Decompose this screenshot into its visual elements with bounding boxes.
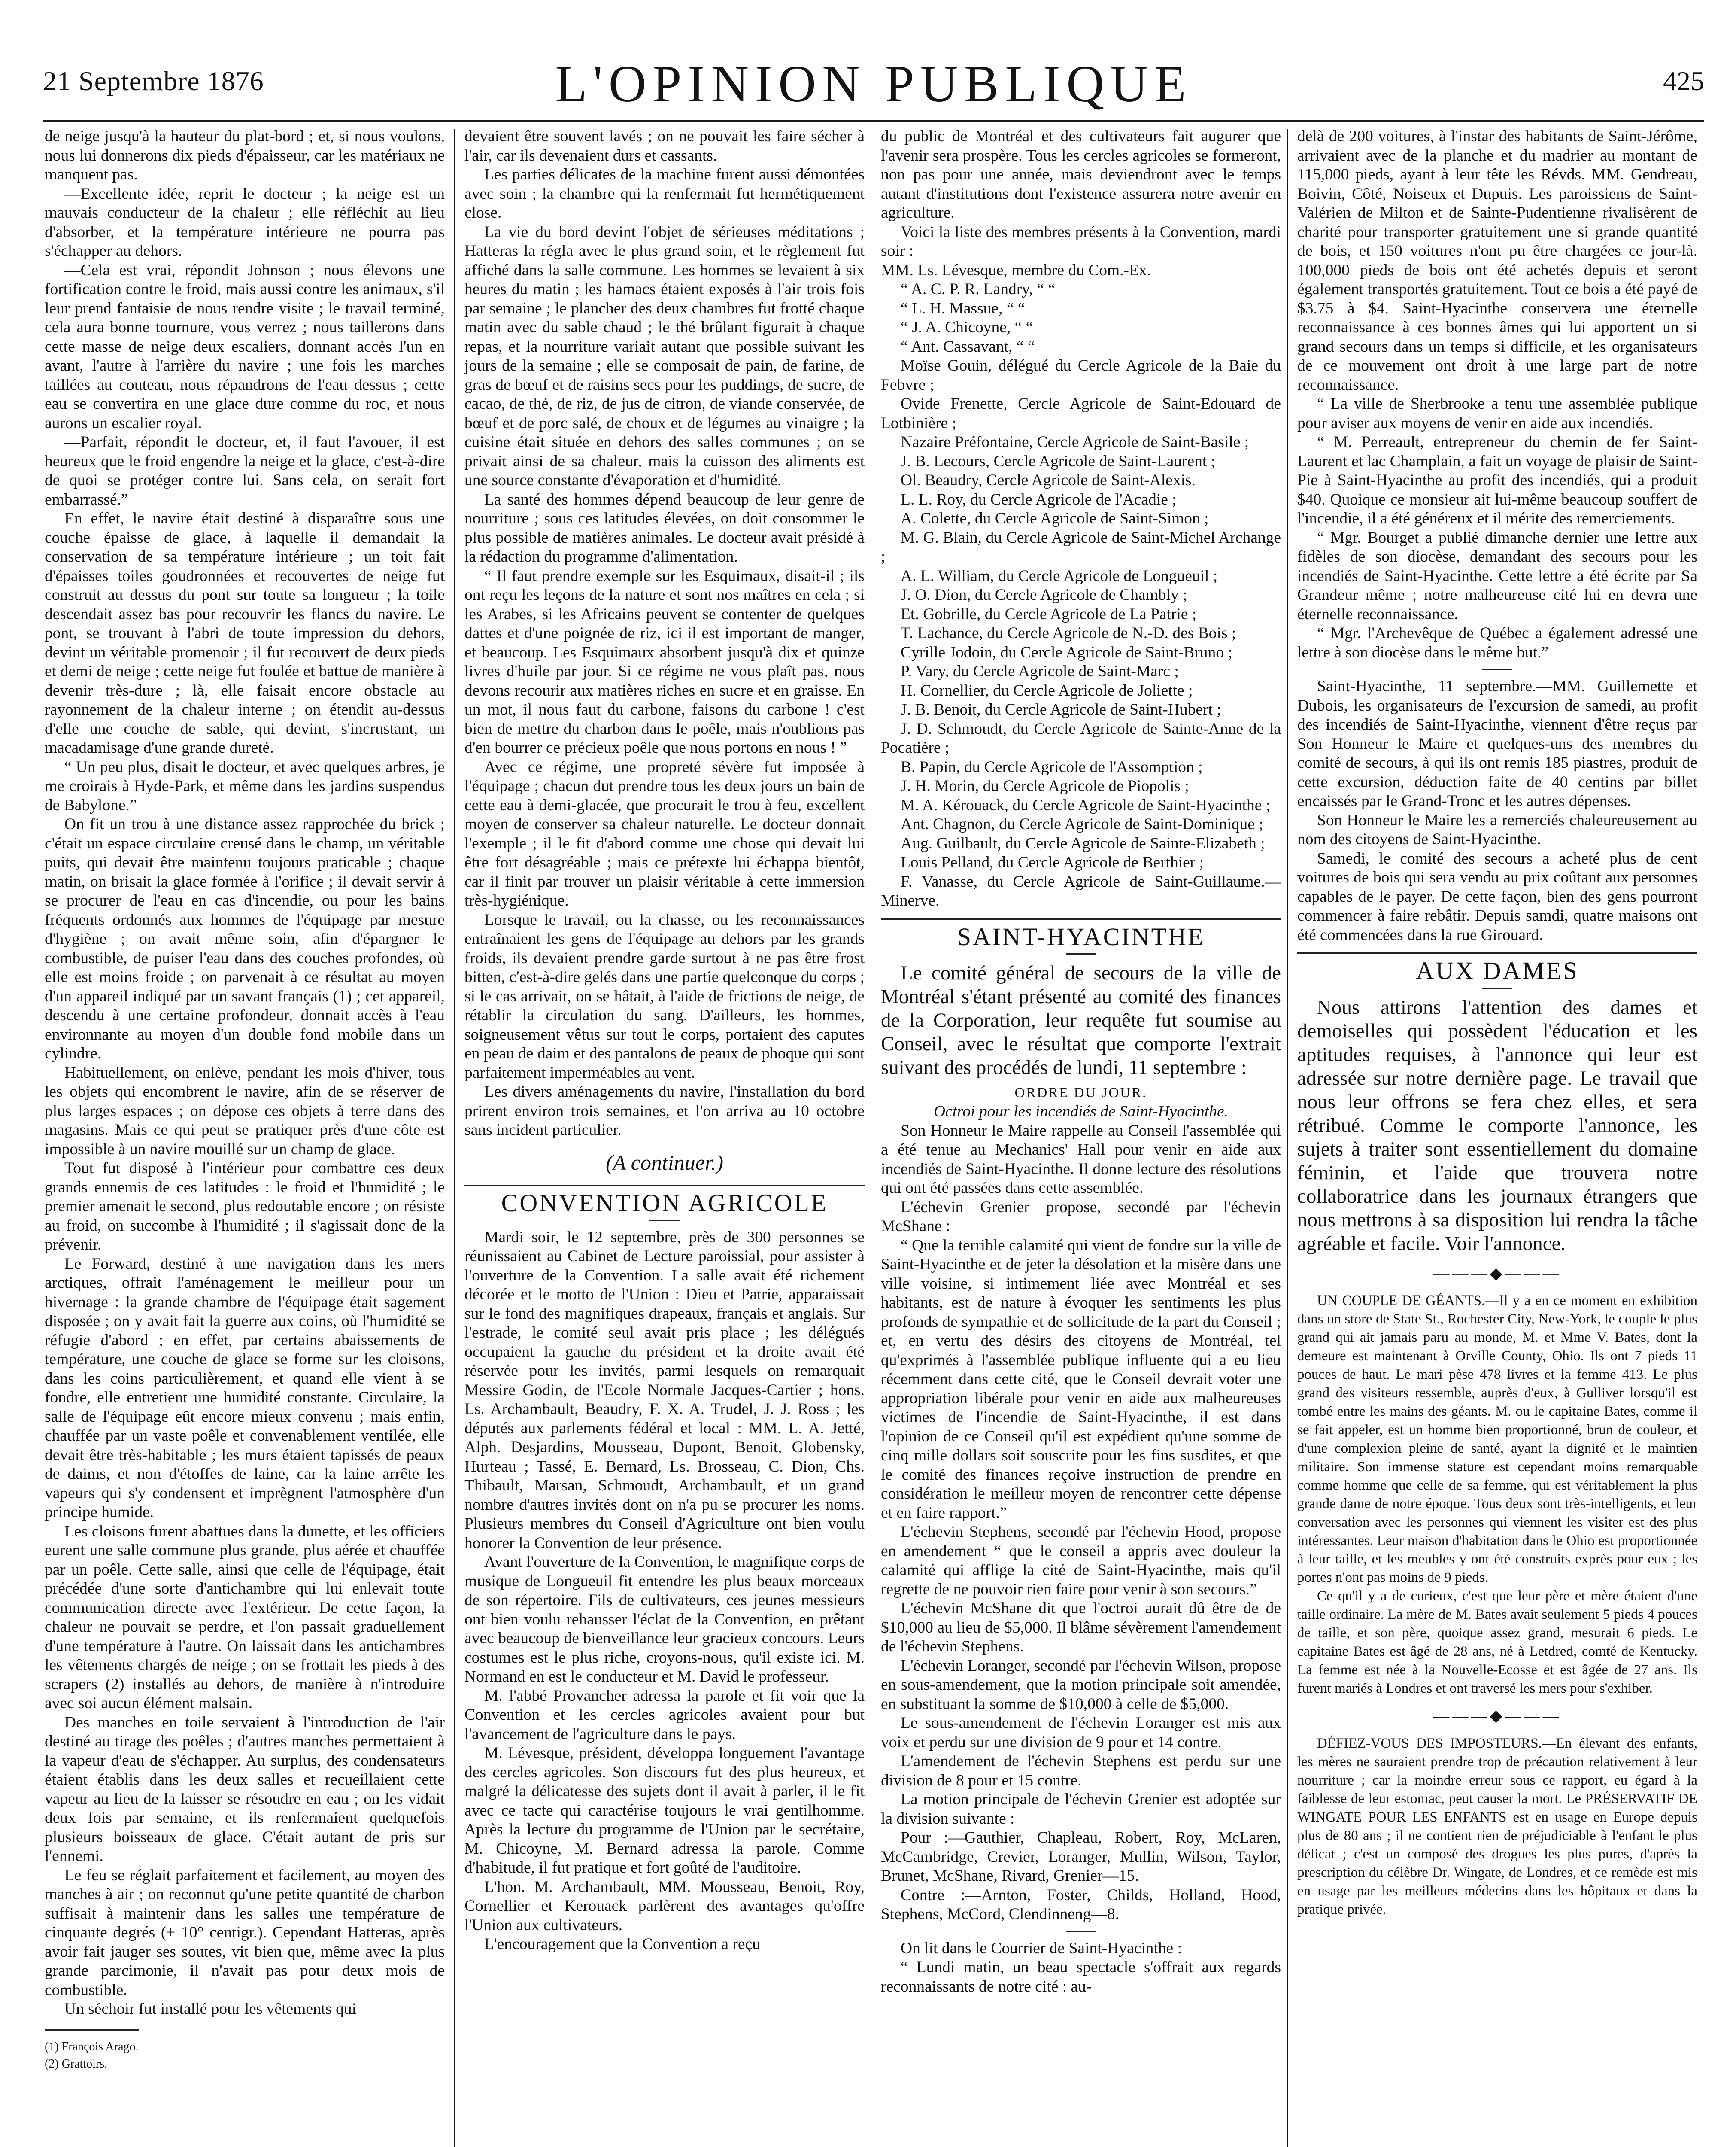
paragraph: Lorsque le travail, ou la chasse, ou les reconnaissances entraînaient les gens de l'équipage au dehors par les grands froids, ils devaient prendre garde surtout à ne pas être frost bitten, c'est-à-dire gelés dans une partie quelconque du corps ; si le cas arrivait, on se hâtait, à l'aide de frictions de neige, de rétablir la circulation du sang. D'ailleurs, les hommes, soigneusement vêtus sur tout le corps, portaient des caputes en peau de daim et des pantalons de peaux de phoque qui sont parfaitement imperméables au vent. — [464, 911, 865, 1082]
impostors-article: DÉFIEZ-VOUS DES IMPOSTEURS.—En élevant des enfants, les mères ne sauraient prendre trop de précaution relativement à leur nourriture ; car la moindre erreur sous ce rapport, eu égard à la faiblesse de leur estomac, peut causer la mort. Le PRÉSERVATIF DE WINGATE POUR LES ENFANTS est en usage en Europe depuis plus de 80 ans ; il ne contient rien de préjudiciable à l'enfant le plus délicat ; c'est un composé des drogues les plus pures, d'après la prescription du célèbre Dr. Wingate, de Londres, et ce remède est mis en usage par les meilleurs médecins dans les hôpitaux et dans la pratique privée. — [1297, 1735, 1697, 1917]
paragraph: de neige jusqu'à la hauteur du plat-bord ; et, si nous voulons, nous lui donnerons dix pieds d'épaisseur, car les matériaux ne manquent pas. — [45, 128, 445, 183]
paragraph: On lit dans le Courrier de Saint-Hyacinthe : — [901, 1939, 1182, 1957]
paragraph: Samedi, le comité des secours a acheté plus de cent voitures de bois qui sera vendu au prix coûtant aux personnes capables de le payer. De cette façon, bien des gens pourront commencer à faire rebâtir. Depuis samdi, quatre maisons ont été commencées dans la rue Girouard. — [1297, 849, 1697, 944]
paragraph: “ M. Perreault, entrepreneur du chemin de fer Saint-Laurent et lac Champlain, a fait un voyage de plaisir de Saint-Pie à Saint-Hyacinthe au profit des incendiés, qui a produit $40. Quoique ce monsieur ait lui-même beaucoup souffert de l'incendie, il a été généreux et il mérite des remerciements. — [1297, 433, 1697, 527]
list-item: Nazaire Préfontaine, Cercle Agricole de Saint-Basile ; — [901, 433, 1249, 451]
paragraph: Son Honneur le Maire les a remerciés chaleureusement au nom des citoyens de Saint-Hyacinthe. — [1297, 811, 1697, 848]
paragraph: Le Forward, destiné à une navigation dans les mers arctiques, offrait l'aménagement le meilleur pour un hivernage : la grande chambre de l'équipage était sagement disposée ; on y avait fait la guerre aux coins, où l'humidité se réfugie d'abord ; en effet, par certains abaissements de température, une couche de glace se forme sur les cloisons, dans les coins particulièrement, et quand elle vient à se fondre, elle entretient une humidité constante. Circulaire, la salle de l'équipage eût encore mieux convenu ; mais enfin, chauffée par un vaste poêle et convenablement ventilée, elle devait être très-habitable ; les murs étaient tapissés de peaux de daims, et non d'étoffes de laine, car la laine arrête les vapeurs qui s'y condensent et imprègnent l'atmosphère d'un principe humide. — [45, 1255, 445, 1521]
paragraph: —Parfait, répondit le docteur, et, il faut l'avouer, il est heureux que le froid engendre la neige et la glace, c'est-à-dire de quoi se protéger contre lui. Sans cela, on serait fort embarrassé.” — [45, 433, 445, 508]
paragraph: Les divers aménagements du navire, l'installation du bord prirent environ trois semaines, et l'on arriva au 10 octobre sans incident particulier. — [464, 1083, 865, 1139]
footnote: (2) Grattoirs. — [45, 2057, 108, 2071]
page-number: 425 — [1663, 66, 1704, 96]
paragraph: Voici la liste des membres présents à la Convention, mardi soir : — [881, 223, 1281, 260]
list-item: F. Vanasse, du Cercle Agricole de Saint-Guillaume.—Minerve. — [881, 873, 1281, 909]
paragraph: Le feu se réglait parfaitement et facilement, au moyen des manches à air ; on reconnut qu'une petite quantité de charbon suffisait à maintenir dans les salles une température de cinquante degrés (+ 10° centigr.). Cependant Hatteras, après avoir fait jauger ses soutes, vit bien que, même avec la plus grande parcimonie, il n'avait pas pour deux mois de combustible. — [45, 1866, 445, 1999]
paragraph: Les cloisons furent abattues dans la dunette, et les officiers eurent une salle commune plus grande, plus aérée et chauffée par un poêle. Cette salle, ainsi que celle de l'équipage, était précédée d'une sorte d'antichambre qui lui enlevait toute communication directe avec l'extérieur. De cette façon, la chaleur ne pouvait se perdre, et l'on passait graduellement d'une température à l'autre. On laissait dans les antichambres les vêtements chargés de neige ; on se frottait les pieds à des scrapers (2) installés au dehors, de manière à n'introduire avec soi aucun élément malsain. — [45, 1522, 445, 1712]
paragraph: M. Lévesque, président, développa longuement l'avantage des cercles agricoles. Son discours fut des plus heureux, et malgré la délicatesse des sujets dont il avait à parler, il le fit avec ce tacte qui caractérise toujours le vrai gentilhomme. Après la lecture du programme de l'Union par le secrétaire, M. Chicoyne, M. Bernard adressa la parole. Comme d'habitude, il fut pratique et fort goûté de l'auditoire. — [464, 1744, 865, 1876]
list-item: J. D. Schmoudt, du Cercle Agricole de Sainte-Anne de la Pocatière ; — [881, 720, 1281, 757]
section-rule — [1297, 952, 1697, 954]
paragraph: —Excellente idée, reprit le docteur ; la neige est un mauvais conducteur de la chaleur ; elle réfléchit au lieu d'absorber, et la température intérieure ne pourra pas s'échapper au dehors. — [45, 185, 445, 260]
paragraph: “ Mgr. Bourget a publié dimanche dernier une lettre aux fidèles de son diocèse, demandant des secours pour les incendiés de Saint-Hyacinthe. Cette lettre a été écrite par Sa Grandeur même ; notre malheureuse cité lui en devra une éternelle reconnaissance. — [1297, 529, 1697, 623]
list-item: Et. Gobrille, du Cercle Agricole de La Patrie ; — [901, 605, 1197, 623]
paragraph: La santé des hommes dépend beaucoup de leur genre de nourriture ; sous ces latitudes élevées, on doit consommer le plus possible de matières animales. Le docteur avait présidé à la rédaction du programme d'alimentation. — [464, 490, 865, 566]
member-line: “ A. C. P. R. Landry, “ “ — [901, 280, 1056, 298]
column-1 — [45, 127, 445, 2147]
member-line: “ J. A. Chicoyne, “ “ — [901, 319, 1033, 336]
masthead-rule — [43, 120, 1704, 122]
paragraph: En effet, le navire était destiné à disparaître sous une couche épaisse de glace, à laquelle il demandait la conservation de sa température intérieure ; un toit fait d'épaisses toiles goudronnées et recouvertes de neige fut construit au dessus du pont sur toute sa longueur ; la toile descendait assez bas pour recouvrir les flancs du navire. Le pont, se trouvant à l'abri de toute impression du dehors, devint un véritable promenoir ; il fut recouvert de deux pieds et demi de neige ; cette neige fut foulée et battue de manière à devenir très-dure ; là, elle faisait encore obstacle au rayonnement de la chaleur interne ; on étendit au-dessus d'elle une couche de sable, qui devint, s'incrustant, un macadamisage d'une grande dureté. — [45, 510, 445, 757]
member-line: “ Ant. Cassavant, “ “ — [901, 338, 1035, 356]
paragraph: La vie du bord devint l'objet de sérieuses méditations ; Hatteras la régla avec le plus grand soin, et le règlement fut affiché dans la salle commune. Les hommes se levaient à six heures du matin ; les hamacs étaient exposés à l'air trois fois par semaine ; le plancher des deux chambres fut frotté chaque matin avec du sable chaud ; le thé brûlant figurait à chaque repas, et la nourriture variait autant que possible suivant les jours de la semaine ; elle se composait de pain, de farine, de gras de bœuf et de raisins secs pour les puddings, de sucre, de cacao, de thé, de riz, de jus de citron, de viande conservée, de bœuf et de porc salé, de choux et de légumes au vinaigre ; la cuisine était située en dehors des salles communes ; on se privait ainsi de sa chaleur, mais la cuisson des aliments est une source constante d'évaporation et d'humidité. — [464, 223, 865, 489]
paragraph: L'échevin Grenier propose, secondé par l'échevin McShane : — [881, 1198, 1281, 1235]
paragraph: Tout fut disposé à l'intérieur pour combattre ces deux grands ennemis de ces latitudes : le froid et l'humidité ; le premier amenait le second, plus redoutable encore ; on résiste au froid, on succombe à l'humidité ; il s'agissait donc de la prévenir. — [45, 1159, 445, 1253]
column-2 — [464, 127, 865, 2147]
paragraph: On fit un trou à une distance assez rapprochée du brick ; c'était un espace circulaire creusé dans le champ, un véritable puits, qui devait être maintenu toujours praticable ; chaque matin, on brisait la glace formée à l'orifice ; il devait servir à se procurer de l'eau en cas d'incendie, ou pour les bains fréquents ordonnés aux hommes de l'équipage par mesure d'hygiène ; on avait même soin, afin d'épargner le combustible, de puiser l'eau dans des couches profondes, où elle est moins froide ; on parvenait à ce résultat au moyen d'un appareil indiqué par un savant français (1) ; cet appareil, descendu à une certaine profondeur, donnait accès à l'eau environnante au moyen d'un double fond mobile dans un cylindre. — [45, 815, 445, 1062]
member-line: MM. Ls. Lévesque, membre du Com.-Ex. — [881, 261, 1151, 279]
list-item: J. H. Morin, du Cercle Agricole de Piopolis ; — [901, 777, 1189, 795]
list-item: T. Lachance, du Cercle Agricole de N.-D. des Bois ; — [901, 624, 1236, 642]
paragraph: —Cela est vrai, répondit Johnson ; nous élevons une fortification contre le froid, mais aussi contre les animaux, s'il leur prend fantaisie de nous rendre visite ; le travail terminé, cela aura bonne tournure, vous verrez ; nous taillerons dans cette masse de neige deux escaliers, donnant accès l'un en avant, l'autre à l'arrière du navire ; une fois les marches taillées au couteau, nous répandrons de l'eau dessus ; cette eau se convertira en une glace dure comme du roc, et nous aurons un escalier royal. — [45, 261, 445, 432]
section-rule — [464, 1185, 865, 1186]
ornament-divider: ———◆——— — [1433, 1264, 1562, 1283]
section-heading-aux-dames: AUX DAMES — [1416, 957, 1579, 985]
list-item: H. Cornellier, du Cercle Agricole de Joliette ; — [901, 681, 1193, 699]
list-item: Ant. Chagnon, du Cercle Agricole de Saint-Dominique ; — [901, 815, 1263, 833]
paragraph: Un séchoir fut installé pour les vêtements qui — [64, 2000, 357, 2018]
list-item: Ovide Frenette, Cercle Agricole de Saint-Edouard de Lotbinière ; — [881, 395, 1281, 432]
heading-dash — [1482, 988, 1512, 989]
divider-dash — [1482, 669, 1512, 670]
list-item: M. A. Kérouack, du Cercle Agricole de Saint-Hyacinthe ; — [901, 796, 1271, 814]
paragraph: “ Que la terrible calamité qui vient de fondre sur la ville de Saint-Hyacinthe et de jeter la désolation et la misère dans une ville voisine, si intimement liée avec Montréal et ses habitants, est de nature à évoquer les sentiments les plus profonds de sympathie et de sollicitude de la part du Conseil ; et, en vertu des désirs des citoyens de Montréal, tel qu'exprimés à l'assemblée publique influente qui a eu lieu récemment dans cette cité, que le Conseil devrait voter une appropriation libérale pour venir en aide aux malheureuses victimes de l'incendie de Saint-Hyacinthe, il est dans l'opinion de ce Conseil qu'il est expédient qu'une somme de cinq mille dollars soit souscrite pour les fins susdites, et que le comité des finances reçoive instruction de prendre en considération le meilleur moyen de rencontrer cette dépense et en faire rapport.” — [881, 1236, 1281, 1522]
paragraph: devaient être souvent lavés ; on ne pouvait les faire sécher à l'air, car ils devenaient durs et cassants. — [464, 128, 865, 164]
ornament-divider: ———◆——— — [1433, 1707, 1562, 1725]
list-item: Ol. Beaudry, Cercle Agricole de Saint-Alexis. — [901, 471, 1196, 489]
list-item: B. Papin, du Cercle Agricole de l'Assomption ; — [901, 758, 1203, 776]
list-item: Louis Pelland, du Cercle Agricole de Berthier ; — [901, 854, 1204, 871]
list-item: L. L. Roy, du Cercle Agricole de l'Acadie ; — [901, 490, 1177, 508]
paragraph: Saint-Hyacinthe, 11 septembre.—MM. Guillemette et Dubois, les organisateurs de l'excursion de samedi, au profit des incendiés de Saint-Hyacinthe, viennent d'être reçus par Son Honneur le Maire et quelques-uns des membres du comité de secours, à qui ils ont remis 185 piastres, produit de cette excursion, déduction faite de 40 centins par billet encaissés par le Grand-Tronc et les autres dépenses. — [1297, 678, 1697, 810]
paragraph: “ Il faut prendre exemple sur les Esquimaux, disait-il ; ils ont reçu les leçons de la nature et sont nos maîtres en cela ; si les Arabes, si les Africains peuvent se contenter de quelques dattes et d'une poignée de riz, ici il est important de manger, et beaucoup. Les Esquimaux absorbent jusqu'à dix et quinze livres d'huile par jour. Si ce régime ne vous plaît pas, nous devons recourir aux matières riches en sucre et en graisse. En un mot, il nous faut du carbone, faisons du carbone ! c'est bien de mettre du charbon dans le poêle, mais n'oublions pas d'en bourrer ce précieux poêle que nous portons en nous ! ” — [464, 567, 865, 757]
member-line: “ L. H. Massue, “ “ — [901, 299, 1025, 317]
to-be-continued: (A continuer.) — [605, 1150, 724, 1174]
grant-subtitle: Octroi pour les incendiés de Saint-Hyacinthe. — [934, 1103, 1228, 1120]
list-item: Aug. Guilbault, du Cercle Agricole de Sainte-Elizabeth ; — [901, 834, 1265, 852]
paragraph: L'amendement de l'échevin Stephens est perdu sur une division de 8 pour et 15 contre. — [881, 1752, 1281, 1789]
section-heading-convention: CONVENTION AGRICOLE — [501, 1189, 828, 1217]
paragraph: du public de Montréal et des cultivateurs fait augurer que l'avenir sera prospère. Tous les cercles agricoles se formeront, non pas pour une année, mais deviendront avec le temps autant d'institutions dont l'existence assurera notre avenir en agriculture. — [881, 128, 1281, 222]
dames-notice: Nous attirons l'attention des dames et demoiselles qui possèdent l'éducation et les aptitudes requises, à l'annonce qui leur est adressée sur notre dernière page. Le travail que nous leur offrons se fera chez elles, et sera rétribué. Comme le comporte l'annonce, les sujets à traiter sont essentiellement du domaine féminin, et l'aide que trouvera notre collaboratrice dans les journaux étrangers que nous mettrons à sa disposition lui rendra la tâche agréable et facile. Voir l'annonce. — [1297, 996, 1697, 1255]
section-rule — [881, 918, 1281, 920]
paragraph: “ Lundi matin, un beau spectacle s'offrait aux regards reconnaissants de notre cité : au- — [881, 1958, 1281, 1995]
paragraph: Habituellement, on enlève, pendant les mois d'hiver, tous les objets qui encombrent le navire, afin de se réserver de plus larges espaces ; on dépose ces objets à terre dans des magasins. Mais ce qui peut se pratiquer près d'une côte est impossible à un navire mouillé sur un champ de glace. — [45, 1064, 445, 1158]
footnote: (1) François Arago. — [45, 2040, 139, 2053]
giants-article: Ce qu'il y a de curieux, c'est que leur père et mère étaient d'une taille ordinaire. La mère de M. Bates avait seulement 5 pieds 4 pouces de taille, et son père, quoique assez grand, mesurait 6 pieds. Le capitaine Bates est âgé de 28 ans, né à Letdred, comté de Kentucky. La femme est née à la Nouvelle-Ecosse et est âgée de 27 ans. Ils furent mariés à Londres et ont traversé les mers pour s'exhiber. — [1297, 1588, 1697, 1696]
list-item: P. Vary, du Cercle Agricole de Saint-Marc ; — [901, 663, 1179, 680]
paragraph: L'hon. M. Archambault, MM. Mousseau, Benoit, Roy, Cornellier et Kerouack parlèrent des avantages qu'offre l'Union aux cultivateurs. — [464, 1878, 865, 1934]
list-item: Moïse Gouin, délégué du Cercle Agricole de la Baie du Febvre ; — [881, 357, 1281, 394]
paragraph: Pour :—Gauthier, Chapleau, Robert, Roy, McLaren, McCambridge, Crevier, Loranger, Mullin, Wilson, Taylor, Brunet, McShane, Rivard, Grenier—15. — [881, 1829, 1281, 1885]
paragraph: L'échevin McShane dit que l'octroi aurait dû être de de $10,000 au lieu de $5,000. Il blâme sévèrement l'amendement de l'échevin Stephens. — [881, 1600, 1281, 1655]
paragraph: “ Mgr. l'Archevêque de Québec a également adressé une lettre à son diocèse dans le même but.” — [1297, 624, 1697, 661]
column-3 — [881, 127, 1281, 2147]
list-item: J. B. Benoit, du Cercle Agricole de Saint-Hubert ; — [901, 701, 1221, 718]
paragraph: M. l'abbé Provancher adressa la parole et fit voir que la Convention et les cercles agricoles avaient pour but l'avancement de l'agriculture dans le pays. — [464, 1687, 865, 1743]
paragraph: L'échevin Stephens, secondé par l'échevin Hood, propose en amendement “ que le conseil a appris avec douleur la calamité qui afflige la cité de Saint-Hyacinthe, mais qu'il regrette de ne pouvoir rien faire pour venir à son secours.” — [881, 1523, 1281, 1598]
issue-date: 21 Septembre 1876 — [43, 66, 264, 96]
list-item: Cyrille Jodoin, du Cercle Agricole de Saint-Bruno ; — [901, 643, 1232, 661]
paragraph: Mardi soir, le 12 septembre, près de 300 personnes se réunissaient au Cabinet de Lecture paroissial, pour assister à l'ouverture de la Convention. La salle avait été richement décorée et le motto de l'Union : Dieu et Patrie, apparaissait sur le fond des magnifiques drapeaux, français et anglais. Sur l'estrade, le comité seul avait pris place ; les délégués occupaient la gauche du président et la droite avait été réservée pour les invités, parmi lesquels on remarquait Messire Godin, de l'Ecole Normale Jacques-Cartier ; hons. Ls. Archambault, Beaudry, F. X. A. Trudel, J. J. Ross ; les députés aux parlements fédéral et local : MM. L. A. Jetté, Alph. Desjardins, Mousseau, Dupont, Benoit, Globensky, Hurteau ; Tassé, E. Bernard, Ls. Brosseau, C. Dion, Chs. Thibault, Marsan, Schmoudt, Archambault, et un grand nombre d'autres invités dont on n'a pu se procurer les noms. Plusieurs membres du Conseil d'Agriculture ont bien voulu honorer la Convention de leur présence. — [464, 1228, 865, 1552]
lead-paragraph: Le comité général de secours de la ville de Montréal s'étant présenté au comité des finances de la Corporation, leur requête fut soumise au Conseil, avec le résultat que comporte l'extrait suivant des procédés de lundi, 11 septembre : — [881, 962, 1281, 1079]
divider-dash — [1066, 1931, 1096, 1932]
paragraph: delà de 200 voitures, à l'instar des habitants de Saint-Jérôme, arrivaient avec de la planche et du madrier au montant de 115,000 pieds, ayant à leur tête les Révds. MM. Gendreau, Boivin, Côté, Noiseux et Dupuis. Les paroissiens de Saint-Valérien de Milton et de Sainte-Pudentienne rivalisèrent de charité pour transporter gratuitement une si grande quantité de bois, et 150 voitures n'ont pu être chargées ce jour-là. 100,000 pieds de bois ont été achetés depuis et seront également transportés gratuitement. Tout ce bois a été payé de $3.75 à $4. Saint-Hyacinthe conservera une éternelle reconnaissance à ces bonnes âmes qui lui apportent un si grand secours dans un temps si difficile, et les organisateurs de ce mouvement ont droit à une large part de notre reconnaissance. — [1297, 128, 1697, 394]
list-item: A. Colette, du Cercle Agricole de Saint-Simon ; — [901, 510, 1209, 527]
paragraph: La motion principale de l'échevin Grenier est adoptée sur la division suivante : — [881, 1791, 1281, 1828]
list-item: M. G. Blain, du Cercle Agricole de Saint-Michel Archange ; — [881, 529, 1281, 566]
list-item: J. B. Lecours, Cercle Agricole de Saint-Laurent ; — [901, 452, 1216, 470]
footnote-rule — [45, 2029, 139, 2031]
paragraph: L'échevin Loranger, secondé par l'échevin Wilson, propose en sous-amendement, que la motion principale soit amendée, en substituant la somme de $10,000 à celle de $5,000. — [881, 1657, 1281, 1713]
paragraph: Avant l'ouverture de la Convention, le magnifique corps de musique de Longueuil fit entendre les plus beaux morceaux de son répertoire. Fils de cultivateurs, ces jeunes messieurs ont bien voulu rehausser l'éclat de la Convention, en prêtant avec beaucoup de bienveillance leur gracieux concours. Leurs costumes est le plus riche, croyons-nous, qu'il existe ici. M. Normand en est le conducteur et M. David le professeur. — [464, 1553, 865, 1685]
column-rule-3 — [1287, 129, 1288, 2147]
section-heading-saint-hyacinthe: SAINT-HYACINTHE — [957, 922, 1205, 951]
heading-dash — [649, 1220, 680, 1221]
giants-article: UN COUPLE DE GÉANTS.—Il y a en ce moment en exhibition dans un store de State St., Rochester City, New-York, le couple le plus grand qui ait jamais paru au monde, M. et Mme V. Bates, dont la demeure est maintenant à Orville County, Ohio. Ils ont 7 pieds 11 pouces de haut. Le mari pèse 478 livres et la femme 413. Le plus grand des visiteurs ressemble, auprès d'eux, à Gulliver lorsqu'il est tombé entre les mains des géants. M. ou le capitaine Bates, comme il se fait appeler, est un homme bien proportionné, brun de couleur, et d'une complexion pleine de santé, ayant la dignité et le maintien militaire. Son immense stature est cependant moins remarquable comme homme que celle de sa femme, qui est véritablement la plus grande dame de notre époque. Tous deux sont très-intelligents, et leur conversation avec les personnes qui viennent les visiter est des plus intéressantes. Leur maison d'habitation dans le Ohio est proportionnée à leur taille, et les meubles y ont été construits exprès pour eux ; les portes n'ont pas moins de 9 pieds. — [1297, 1293, 1697, 1585]
column-4 — [1297, 127, 1697, 2147]
paragraph: Avec ce régime, une propreté sévère fut imposée à l'équipage ; chacun dut prendre tous les deux jours un bain de cette eau à demi-glacée, que procurait le trou à feu, excellent moyen de conserver sa chaleur naturelle. Le docteur donnait l'exemple ; il le fit d'abord comme une chose qui devait lui être fort désagréable ; mais ce prétexte lui échappa bientôt, car il finit par trouver un plaisir véritable à cette immersion très-hygiénique. — [464, 758, 865, 909]
newspaper-title: L'OPINION PUBLIQUE — [555, 55, 1192, 113]
paragraph: Son Honneur le Maire rappelle au Conseil l'assemblée qui a été tenue au Mechanics' Hall pour venir en aide aux incendiés de Saint-Hyacinthe. Il donne lecture des résolutions qui ont été passées dans cette assemblée. — [881, 1122, 1281, 1197]
paragraph: “ Un peu plus, disait le docteur, et avec quelques arbres, je me croirais à Hyde-Park, et même dans les jardins suspendus de Babylone.” — [45, 758, 445, 814]
paragraph: “ La ville de Sherbrooke a tenu une assemblée publique pour aviser aux moyens de venir en aide aux incendiés. — [1297, 395, 1697, 432]
list-item: J. O. Dion, du Cercle Agricole de Chambly ; — [901, 586, 1187, 604]
masthead — [43, 48, 1704, 121]
paragraph: Le sous-amendement de l'échevin Loranger est mis aux voix et perdu sur une division de 9 pour et 14 contre. — [881, 1714, 1281, 1751]
list-item: A. L. William, du Cercle Agricole de Longueuil ; — [901, 567, 1218, 585]
paragraph: Des manches en toile servaient à l'introduction de l'air destiné au tirage des poêles ; d'autres manches permettaient à la vapeur d'eau de s'échapper. Au surplus, des condensateurs étaient établis dans les deux salles et recueillaient cette vapeur au lieu de la laisser se résoudre en eau ; on les vidait deux fois par semaine, et ils renfermaient quelquefois plusieurs boisseaux de glace. C'était autant de pris sur l'ennemi. — [45, 1713, 445, 1865]
order-of-day: ORDRE DU JOUR. — [1014, 1085, 1147, 1101]
paragraph: L'encouragement que la Convention a reçu — [484, 1935, 760, 1953]
paragraph: Les parties délicates de la machine furent aussi démontées avec soin ; la chambre qui la renfermait fut hermétiquement close. — [464, 166, 865, 222]
heading-dash — [1066, 953, 1096, 955]
paragraph: Contre :—Arnton, Foster, Childs, Holland, Hood, Stephens, McCord, Clendinneng—8. — [881, 1886, 1281, 1923]
column-rule-1 — [454, 129, 455, 2147]
